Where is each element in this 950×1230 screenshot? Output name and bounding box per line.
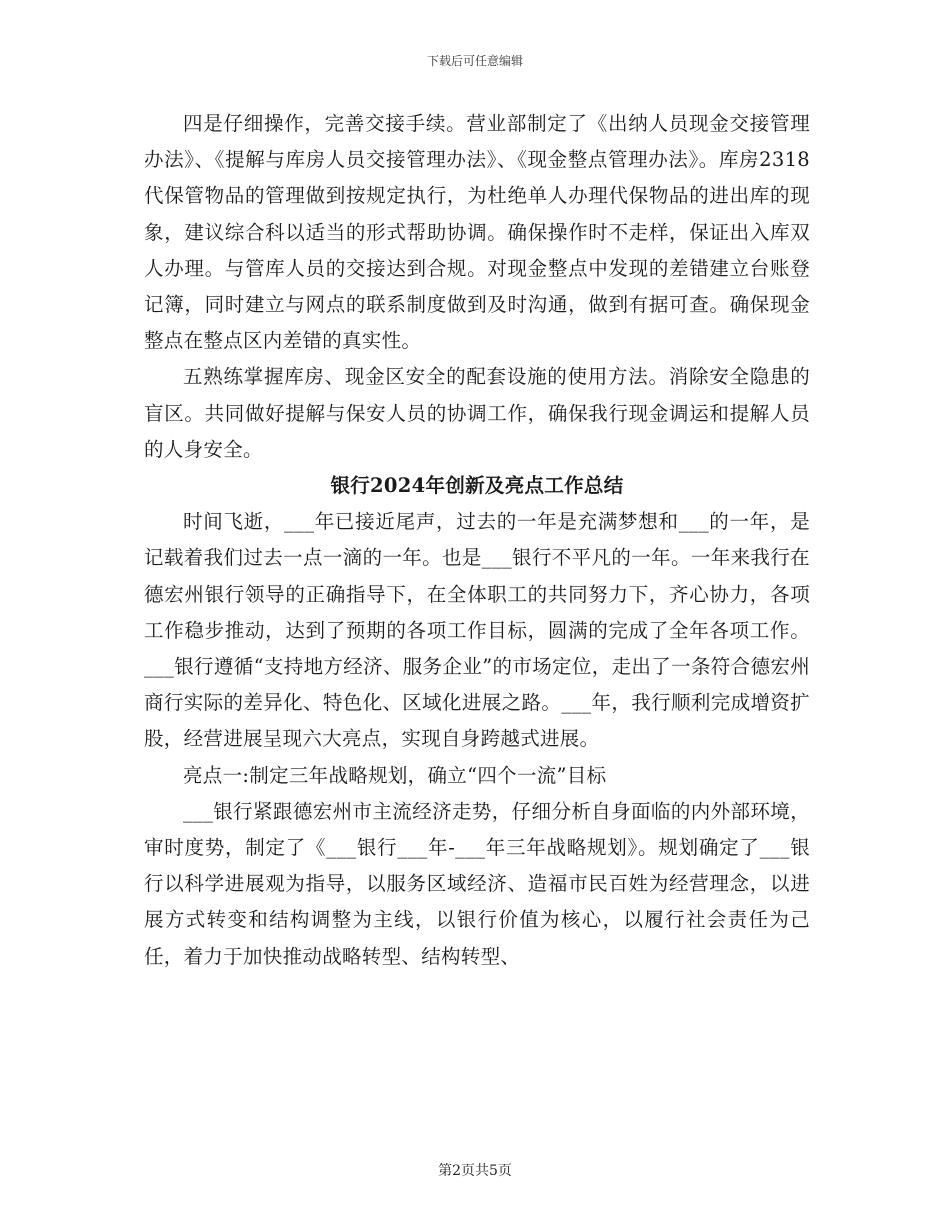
page-number: 第2页共5页 — [438, 1163, 512, 1179]
paragraph-year-review: 时间飞逝，___年已接近尾声，过去的一年是充满梦想和___的一年，是记载着我们过去一点一滴的一年。也是___银行不平凡的一年。一年来我行在德宏州银行领导的正确指导下，在全体职工的共同努力下，齐心协力，各项工作稳步推动，达到了预期的各项工作目标，圆满的完成了全年各项工作。___银行遵循“支持地方经济、服务企业”的市场定位，走出了一条符合德宏州商行实际的差异化、特色化、区域化进展之路。___年，我行顺利完成增资扩股，经营进展呈现六大亮点，实现自身跨越式进展。 — [144, 510, 810, 751]
page-header-note: 下载后可任意编辑 — [426, 54, 523, 68]
paragraph-strategy-plan: ___银行紧跟德宏州市主流经济走势，仔细分析自身面临的内外部环境，审时度势，制定了《___银行___年-___年三年战略规划》。规划确定了___银行以科学进展观为指导，以服务区域经济、造福市民百姓为经营理念，以进展方式转变和结构调整为主线，以银行价值为核心，以履行社会责任为己任，着力于加快推动战略转型、结构转型、 — [144, 799, 810, 968]
document-body — [144, 106, 810, 975]
paragraph-handover-procedures: 四是仔细操作，完善交接手续。营业部制定了《出纳人员现金交接管理办法》、《提解与库房人员交接管理办法》、《现金整点管理办法》。库房2318代保管物品的管理做到按规定执行，为杜绝单人办理代保物品的进出库的现象，建议综合科以适当的形式帮助协调。确保操作时不走样，保证出入库双人办理。与管库人员的交接达到合规。对现金整点中发现的差错建立台账登记簿，同时建立与网点的联系制度做到及时沟通，做到有据可查。确保现金整点在整点区内差错的真实性。 — [144, 112, 810, 353]
paragraph-highlight-one-heading: 亮点一:制定三年战略规划，确立“四个一流”目标 — [183, 763, 607, 787]
section-title: 银行2024年创新及亮点工作总结 — [330, 474, 624, 498]
paragraph-vault-safety: 五熟练掌握库房、现金区安全的配套设施的使用方法。消除安全隐患的盲区。共同做好提解与保安人员的协调工作，确保我行现金调运和提解人员的人身安全。 — [144, 365, 810, 461]
